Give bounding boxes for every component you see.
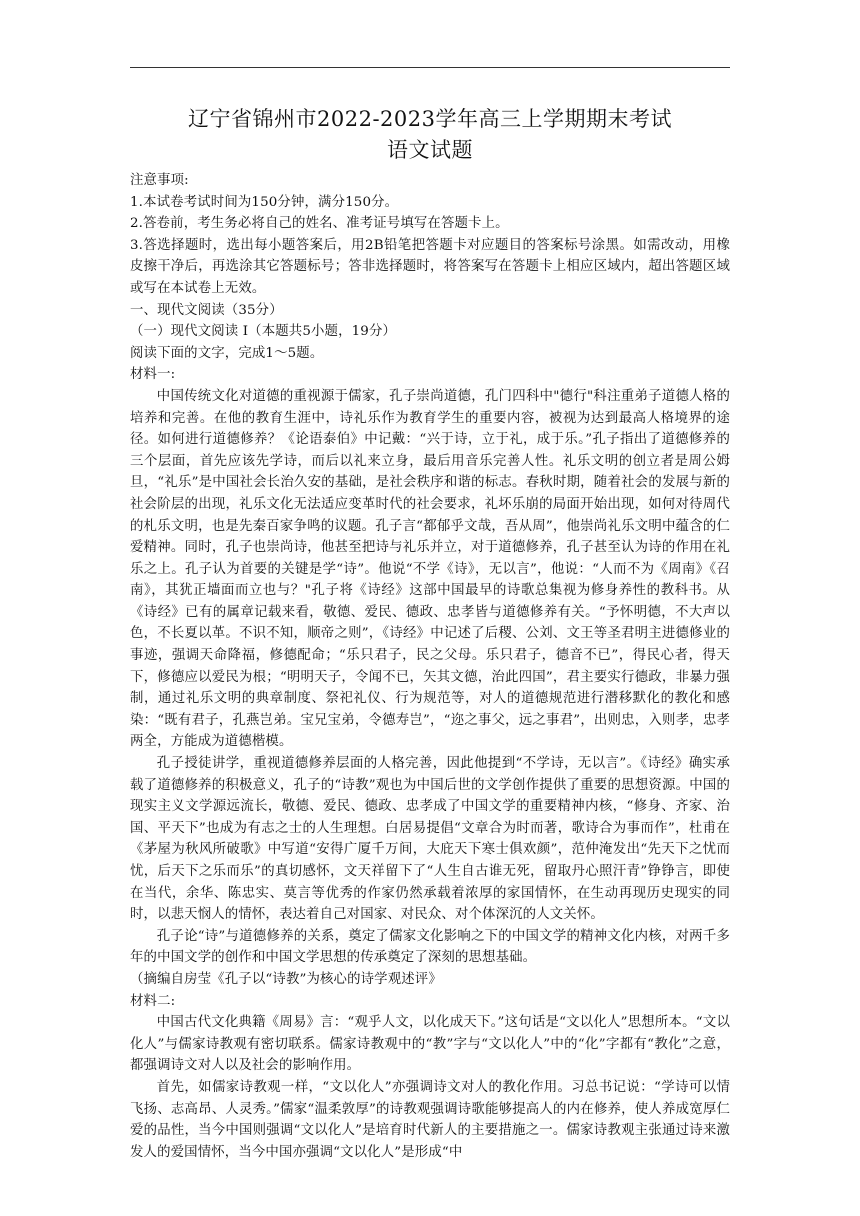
notice-item-2: 2.答卷前，考生务必将自己的姓名、准考证号填写在答题卡上。: [130, 216, 509, 232]
title-line-2: 语文试题: [387, 138, 473, 162]
material-2-paragraph-2: 首先，如儒家诗教观一样，“文以化人”亦强调诗文对人的教化作用。习总书记说：“学诗可以情飞扬、志高昂、人灵秀。”儒家“温柔敦厚”的诗教观强调诗歌能够提高人的内在修养，使人养成宽厚仁爱的品性，当今中国则强调“文以化人”是培育时代新人的主要措施之一。儒家诗教观主张通过诗来激发人的爱国情怀，当今中国亦强调“文以化人”是形成“中: [130, 1079, 730, 1160]
notice-heading: 注意事项:: [130, 173, 189, 188]
notice-item-1: 1.本试卷考试时间为150分钟，满分150分。: [130, 194, 399, 210]
material-1-paragraph-3: 孔子论“诗”与道德修养的关系，奠定了儒家文化影响之下的中国文学的精神文化内核，对两千多年的中国文学的创作和中国文学思想的传承奠定了深刻的思想基础。: [130, 928, 730, 966]
header-rule: [130, 67, 730, 68]
reading-instruction: 阅读下面的文字，完成1～5题。: [130, 345, 324, 361]
subsection-heading: （一）现代文阅读 I（本题共5小题，19分）: [130, 324, 397, 340]
material-1-paragraph-2: 孔子授徒讲学，重视道德修养层面的人格完善，因此他提到“不学诗，无以言”。《诗经》确实承载了道德修养的积极意义，孔子的“诗教”观也为中国后世的文学创作提供了重要的思想资源。中国的现实主义文学源远流长，敬德、爱民、德政、忠孝成了中国文学的重要精神内核，“修身、齐家、治国、平天下”也成为有志之士的人生理想。白居易提倡“文章合为时而著，歌诗合为事而作”，杜甫在《茅屋为秋风所破歌》中写道“安得广厦千万间，大庇天下寒士俱欢颜”，范仲淹发出“先天下之忧而忧，后天下之乐而乐”的真切感怀，文天祥留下了“人生自古谁无死，留取丹心照汗青”铮铮言，即使在当代，余华、陈忠实、莫言等优秀的作家仍然承载着浓厚的家国情怀，在生动再现历史现实的同时，以悲天悯人的情怀，表达着自己对国家、对民众、对个体深沉的人文关怀。: [130, 756, 730, 923]
material-2-label: 材料二:: [130, 993, 176, 1009]
section-heading: 一、现代文阅读（35分）: [130, 302, 283, 318]
material-1-paragraph-1: 中国传统文化对道德的重视源于儒家，孔子崇尚道德，孔门四科中"德行"科注重弟子道德人格的培养和完善。在他的教育生涯中，诗礼乐作为教育学生的重要内容，被视为达到最高人格境界的途径。如何进行道德修养？《论语泰伯》中记戴：“兴于诗，立于礼，成于乐。”孔子指出了道德修养的三个层面，首先应该先学诗，而后以礼来立身，最后用音乐完善人性。礼乐文明的创立者是周公姆旦，“礼乐”是中国社会长治久安的基础，是社会秩序和谐的标志。春秋时期，随着社会的发展与新的社会阶层的出现，礼乐文化无法适应变革时代的社会要求，礼坏乐崩的局面开始出现，如何对待周代的札乐文明，也是先秦百家争鸣的议题。孔子言“都郁乎文哉，吾从周”，他崇尚礼乐文明中蕴含的仁爱精神。同时，孔子也崇尚诗，他甚至把诗与礼乐并立，对于道德修养，孔子甚至认为诗的作用在礼乐之上。孔子认为首要的关键是学“诗”。他说“不学《诗》，无以言”，他说：“人而不为《周南》《召南》，其犹正墙面而立也与？"孔子将《诗经》这部中国最早的诗歌总集视为修身养性的教科书。从《诗经》已有的属章记载来看，敬德、爱民、德政、忠孝皆与道德修养有关。“予怀明德，不大声以色，不长夏以革。不识不知，顺帝之则”，《诗经》中记述了后稷、公刘、文王等圣君明主进德修业的事迹，强调天命降福，修德配命；“乐只君子，民之父母。乐只君子，德音不已”，得民心者，得天下，修德应以爱民为根；“明明天子，令闻不已，矢其文德，治此四国”，君主要实行德政，非暴力强制，通过礼乐文明的典章制度、祭祀礼仪、行为规范等，对人的道德规范进行潜移默化的教化和感染：“既有君子，孔燕岂弟。宝兄宝弟，令德寿岂”，“迩之事父，远之事君”，出则忠，入则孝，忠孝两全，方能成为道德楷模。: [130, 388, 730, 750]
material-1-label: 材料一:: [130, 367, 176, 383]
notice-item-3: 3.答选择题时，选出每小题答案后，用2B铅笔把答题卡对应题目的答案标号涂黑。如需改动，用橡皮擦干净后，再选涂其它答题标号；答非选择题时，将答案写在答题卡上相应区域内，超出答题区域或写在本试卷上无效。: [130, 237, 730, 296]
material-2-paragraph-1: 中国古代文化典籍《周易》言：“观乎人文，以化成天下。”这句话是“文以化人”思想所本。“文以化人”与儒家诗教观有密切联系。儒家诗教观中的“教”字与“文以化人”中的“化”字都有“教化”之意，都强调诗文对人以及社会的影响作用。: [130, 1015, 730, 1074]
document-page: [130, 104, 730, 1163]
title-line-1: 辽宁省锦州市2022-2023学年高三上学期期末考试: [188, 107, 672, 131]
document-body: [130, 170, 730, 1163]
material-1-source: （摘编自房莹《孔子以“诗教”为核心的诗学观述评》: [130, 971, 442, 987]
